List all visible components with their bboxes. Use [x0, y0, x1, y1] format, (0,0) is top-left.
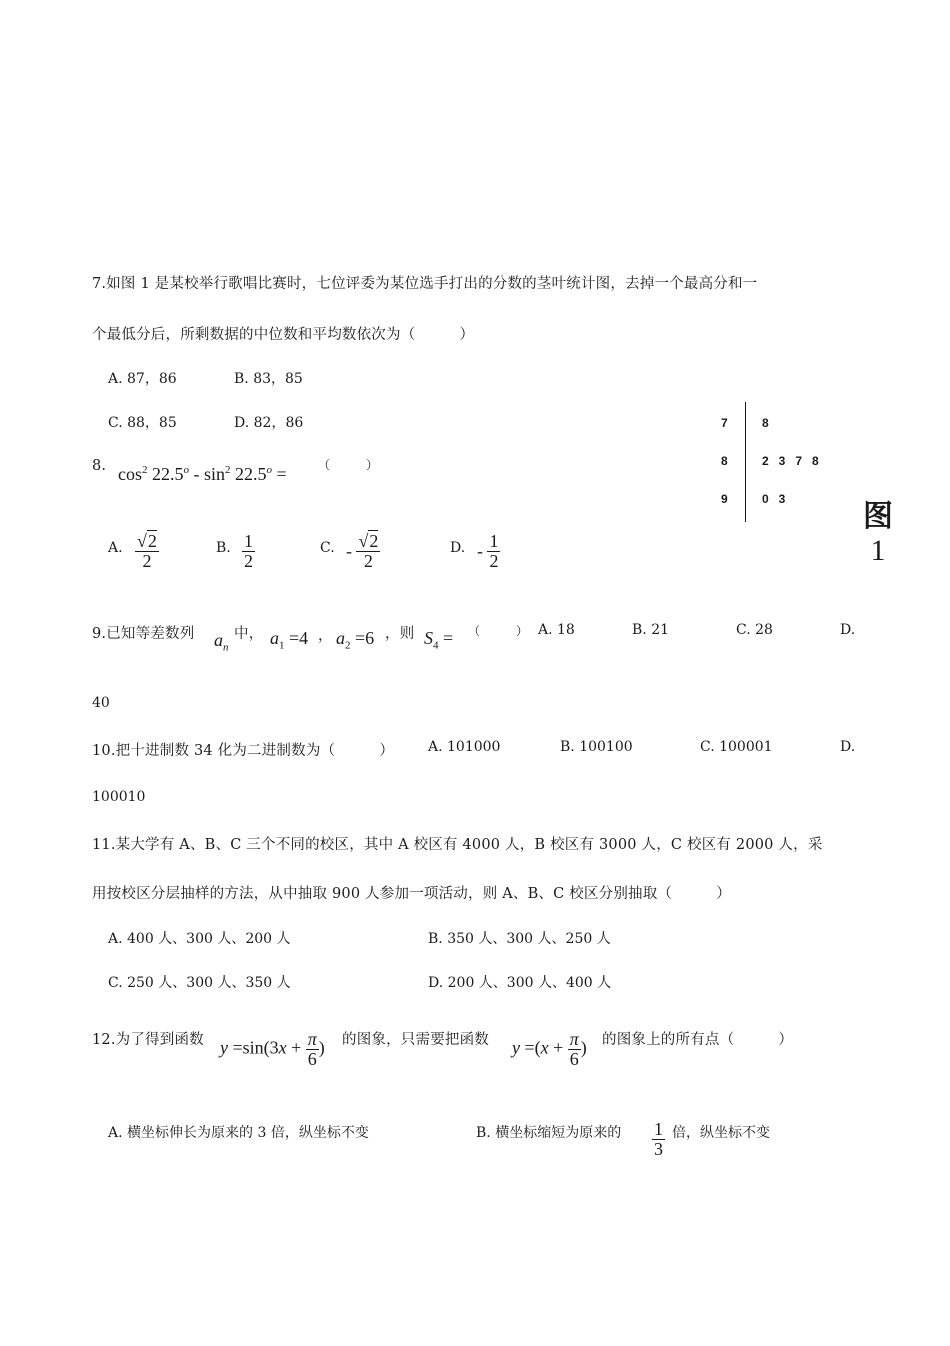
q12-mid: 的图象，只需要把函数: [342, 1032, 489, 1048]
q10-option-a: A. 101000: [428, 739, 501, 755]
figure-label: [860, 500, 896, 568]
leaves-7: 8: [762, 416, 769, 430]
leaves-9: 0 3: [762, 492, 786, 506]
figure-label-number: 1: [870, 534, 886, 567]
q9-s4: $S_4$ =: [424, 628, 454, 652]
q12-prefix: 12.为了得到函数: [92, 1032, 204, 1048]
q10-option-d-label: D.: [840, 739, 856, 755]
figure-label-char: 图: [863, 500, 893, 533]
q12-suffix: 的图象上的所有点（ ）: [602, 1032, 794, 1048]
q9-sequence: $a_n$: [214, 630, 229, 654]
q12-option-b-pre: B. 横坐标缩短为原来的: [476, 1125, 622, 1141]
q9-option-b: B. 21: [632, 622, 670, 638]
q8-answer-paren: （ ）: [318, 458, 379, 472]
q10-option-d-value: 100010: [92, 789, 146, 805]
q10-stem: 10.把十进制数 34 化为二进制数为（ ）: [92, 743, 395, 759]
q7-option-b: B. 83，85: [234, 371, 303, 387]
q11-stem-line1: 11.某大学有 A、B、C 三个不同的校区，其中 A 校区有 4000 人，B 校区有 3000 人，C 校区有 2000 人，采: [92, 837, 823, 853]
stem-8: 8: [721, 454, 728, 468]
q12-function-2: y =(x + $\frac{\pi}{6}$ ): [512, 1029, 587, 1069]
q9-mid: 中，: [234, 626, 264, 642]
q8-option-a-value: $\frac{√2}{2}$: [137, 531, 157, 571]
stem-9: 9: [721, 492, 728, 506]
q7-option-c: C. 88，85: [108, 415, 177, 431]
q8-number: 8.: [92, 458, 107, 474]
q8-option-b-value: $\frac{1}{2}$: [244, 531, 253, 571]
q9-answer-paren: （ ）: [468, 624, 529, 638]
q12-option-b-fraction: $\frac{1}{3}$: [654, 1119, 663, 1159]
q11-option-d: D. 200 人、300 人、400 人: [428, 975, 612, 991]
q12-option-a: A. 横坐标伸长为原来的 3 倍，纵坐标不变: [108, 1125, 369, 1141]
stem-7: 7: [721, 416, 728, 430]
q9-a2: $a_2 =6$: [336, 628, 375, 652]
q8-expression: $\cos^2 22.5^o - \sin^2 22.5^o$ =: [118, 464, 287, 484]
q7-stem-line2: 个最低分后，所剩数据的中位数和平均数依次为（ ）: [92, 327, 475, 343]
q9-option-d-label: D.: [840, 622, 856, 638]
q8-option-a-label: A.: [108, 540, 123, 556]
q7-option-d: D. 82，86: [234, 415, 304, 431]
q8-option-b-label: B.: [216, 540, 231, 556]
q9-a1: $a_1 =4$: [270, 628, 309, 652]
stem-leaf-divider: [745, 402, 746, 522]
q10-option-c: C. 100001: [700, 739, 773, 755]
q9-then: ，则: [385, 626, 415, 642]
q11-option-b: B. 350 人、300 人、250 人: [428, 931, 611, 947]
q8-option-c-value: - $\frac{√2}{2}$: [346, 531, 379, 571]
q9-sep: ，: [318, 628, 333, 644]
q9-option-d-value: 40: [92, 695, 110, 711]
q9-option-c: C. 28: [736, 622, 773, 638]
q8-option-c-label: C.: [320, 540, 335, 556]
stem-leaf-figure: [700, 400, 900, 580]
q10-option-b: B. 100100: [560, 739, 633, 755]
q7-option-a: A. 87，86: [108, 371, 177, 387]
q12-option-b-post: 倍，纵坐标不变: [672, 1125, 770, 1141]
q8-option-d-value: - $\frac{1}{2}$: [477, 531, 499, 571]
q12-function-1: y =sin(3x + $\frac{\pi}{6}$ ): [220, 1029, 325, 1069]
q11-option-a: A. 400 人、300 人、200 人: [108, 931, 291, 947]
q9-prefix: 9.已知等差数列: [92, 626, 195, 642]
q8-option-d-label: D.: [450, 540, 466, 556]
q11-stem-line2: 用按校区分层抽样的方法，从中抽取 900 人参加一项活动，则 A、B、C 校区分别抽取（ ）: [92, 886, 731, 902]
q11-option-c: C. 250 人、300 人、350 人: [108, 975, 291, 991]
leaves-8: 2 3 7 8: [762, 454, 819, 468]
q7-stem-line1: 7.如图 1 是某校举行歌唱比赛时，七位评委为某位选手打出的分数的茎叶统计图，去掉一个最高分和一: [92, 276, 758, 292]
q9-option-a: A. 18: [538, 622, 575, 638]
